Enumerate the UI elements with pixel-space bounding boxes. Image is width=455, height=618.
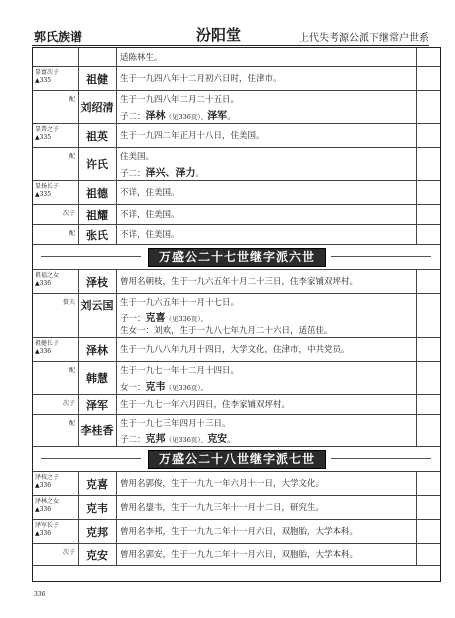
children-line: 子二：泽林（见336页）、泽军。 — [120, 111, 236, 122]
row-desc: 不详，住美国。 — [120, 210, 180, 220]
table-row — [33, 337, 440, 362]
person-name: 泽林 — [86, 344, 108, 357]
row-desc: 生于一九七三年四月十三日。 — [120, 419, 231, 429]
relation-label: 祖健长子 ▲336 — [35, 340, 60, 355]
table-row — [33, 123, 440, 148]
daughters-line: 生女一：刘欢，生于一九八七年九月二十六日，适茁佳。 — [120, 326, 333, 336]
row-desc: 生于一九八八年九月十四日，大学文化，住津市，中共党员。 — [120, 345, 350, 355]
row-desc: 住美国。 — [120, 152, 155, 162]
person-name: 泽枝 — [86, 276, 108, 289]
person-name: 李桂香 — [80, 424, 114, 437]
children-line: 子二：克邦（见336页）、克安。 — [120, 434, 236, 445]
person-name: 祖英 — [86, 130, 108, 143]
row-desc: 生于一九七一年十二月十四日。 — [120, 366, 240, 376]
relation-label: 泽枝之子 ▲336 — [35, 474, 60, 489]
table-row — [33, 471, 440, 496]
row-desc: 不详，住美国。 — [120, 230, 180, 240]
relation-label: 泽林之女 ▲336 — [35, 498, 60, 513]
person-name: 泽军 — [86, 399, 108, 412]
generation-title: 万盛公二十七世继字派六世 — [148, 248, 326, 267]
table-row — [33, 180, 440, 205]
relation-label: 配 — [68, 153, 75, 160]
person-name: 张氏 — [86, 229, 108, 242]
row-desc: 生于一九四八年二月二十五日。 — [120, 95, 240, 105]
children-line: 子二：泽兴、泽力。 — [120, 168, 205, 179]
row-desc: 生于一九四八年十二月初六日时，住津市。 — [120, 74, 282, 84]
row-desc: 曾用名郭安，生于一九九二年十一月六日，双胞胎，大学本科。 — [120, 550, 359, 560]
table-row — [33, 90, 440, 124]
children-line: 女一：克韦（见336页）。 — [120, 382, 208, 393]
row-desc: 生于一九四二年正月十八日，住美国。 — [120, 131, 265, 141]
person-name: 祖健 — [86, 73, 108, 86]
table-row — [33, 293, 440, 338]
table-row — [33, 495, 440, 520]
row-desc: 曾用名朝枝，生于一九六五年十月二十三日，住李家铺双坪村。 — [120, 277, 359, 287]
row-desc: 适陈林生。 — [120, 53, 163, 63]
row-desc: 曾用名鋆韦，生于一九九三年十一月十二日，研究生。 — [120, 503, 325, 513]
person-name: 克安 — [86, 549, 108, 562]
relation-label: 次子 — [62, 210, 75, 217]
table-row — [33, 519, 440, 544]
genealogy-table — [32, 47, 441, 582]
page-number: 336 — [34, 591, 46, 598]
person-name: 许氏 — [86, 158, 108, 171]
person-name: 克邦 — [86, 526, 108, 539]
person-name: 祖耀 — [86, 209, 108, 222]
relation-label: 显扬长子 ▲335 — [35, 183, 60, 198]
generation-banner — [33, 446, 440, 472]
relation-label: 配 — [68, 367, 75, 374]
table-row — [33, 147, 440, 181]
relation-label: 赘夫 — [62, 299, 75, 306]
table-row — [33, 66, 440, 91]
generation-title: 万盛公二十八世继字派七世 — [148, 450, 326, 469]
book-title: 郭氏族谱 — [34, 30, 83, 44]
relation-label: 配 — [68, 230, 75, 237]
relation-label: 配 — [68, 96, 75, 103]
person-name: 克韦 — [86, 502, 108, 515]
table-row — [33, 394, 440, 415]
row-desc: 曾用名李邦，生于一九九二年十一月六日，双胞胎，大学本科。 — [120, 527, 359, 537]
row-desc: 生于一九七一年六月四日，住李家铺双坪村。 — [120, 400, 291, 410]
children-line: 子一：克喜（见336页）。 — [120, 313, 208, 324]
relation-label: 祖福之女 ▲336 — [35, 272, 60, 287]
relation-label: 配 — [68, 420, 75, 427]
person-name: 克喜 — [86, 478, 108, 491]
page-header — [0, 0, 455, 44]
table-row — [33, 48, 440, 67]
person-name: 刘绍清 — [80, 101, 114, 114]
relation-label: 显富次子 ▲335 — [35, 69, 60, 84]
row-desc: 不详，住美国。 — [120, 188, 180, 198]
relation-label: 次子 — [62, 549, 75, 556]
hall-name: 汾阳堂 — [196, 26, 242, 44]
lineage-title: 上代失考源公派下继常户世系 — [299, 33, 429, 44]
person-name: 韩慧 — [86, 372, 108, 385]
table-row — [33, 543, 440, 566]
row-desc: 曾用名郭俊，生于一九九一年六月十一日，大学文化。 — [120, 479, 325, 489]
table-row — [33, 269, 440, 294]
table-row — [33, 204, 440, 225]
person-name: 祖德 — [86, 187, 108, 200]
relation-label: 泽军长子 ▲336 — [35, 522, 60, 537]
table-row — [33, 224, 440, 245]
row-desc: 生于一九六五年十一月十七日。 — [120, 298, 240, 308]
header-rule — [32, 45, 429, 46]
relation-label: 次子 — [62, 400, 75, 407]
generation-banner — [33, 244, 440, 270]
table-row — [33, 414, 440, 447]
relation-label: 显普之子 ▲335 — [35, 126, 60, 141]
person-name: 刘云国 — [80, 299, 114, 312]
table-row — [33, 361, 440, 395]
